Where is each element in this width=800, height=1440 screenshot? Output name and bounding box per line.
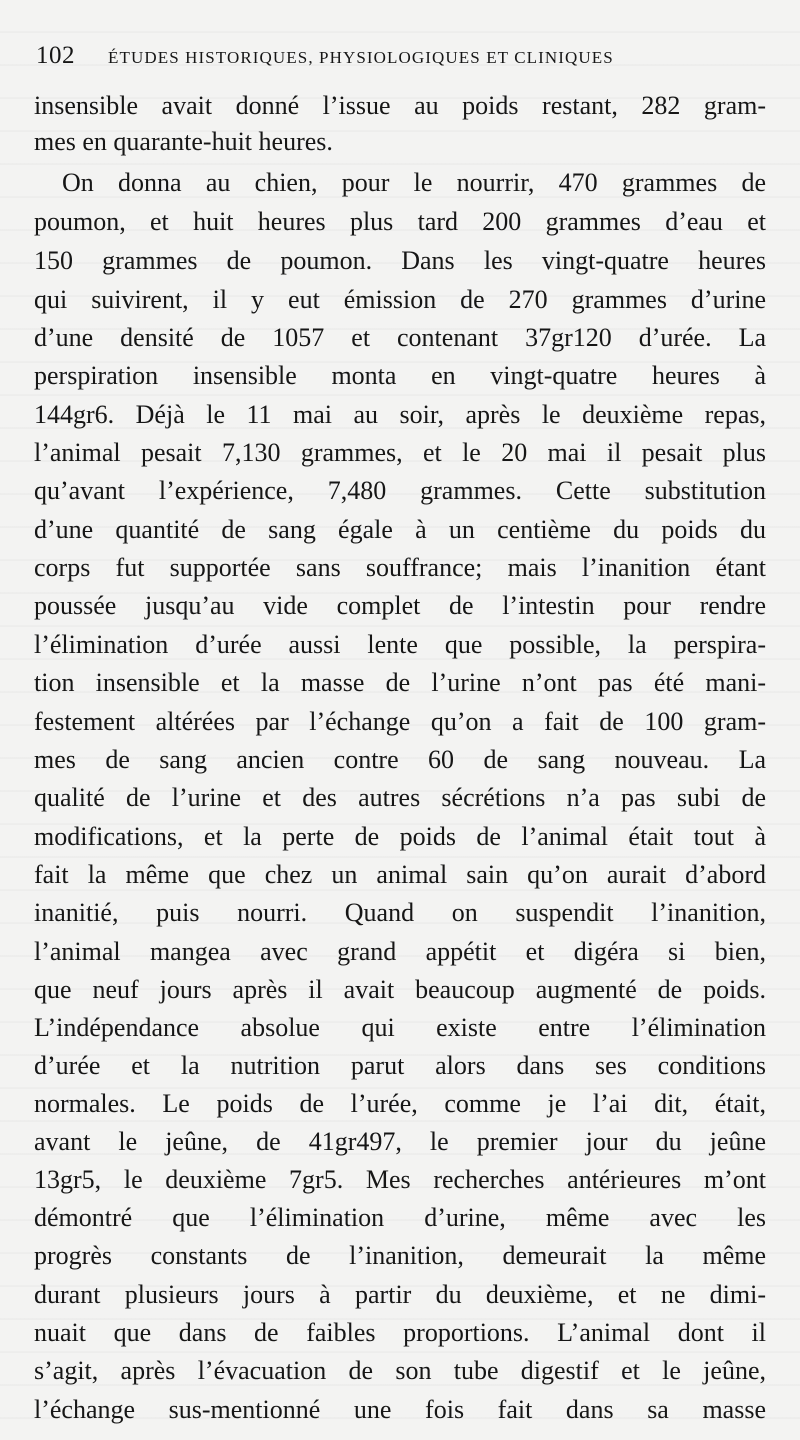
text-line: nuait que dans de faibles proportions. L’animal dont il <box>34 1318 766 1347</box>
text-line: d’une quantité de sang égale à un centième du poids du <box>34 514 766 544</box>
text-line: durant plusieurs jours à partir du deuxième, et ne dimi- <box>34 1279 766 1309</box>
text-line: L’indépendance absolue qui existe entre l’élimination <box>34 1013 766 1043</box>
text-line: perspiration insensible monta en vingt-quatre heures à <box>34 361 766 391</box>
running-title: ÉTUDES HISTORIQUES, PHYSIOLOGIQUES ET CLINIQUES <box>108 48 614 67</box>
text-line: mes en quarante-huit heures. <box>34 127 333 157</box>
text-line: démontré que l’élimination d’urine, même avec les <box>34 1202 766 1232</box>
text-line: 144gr6. Déjà le 11 mai au soir, après le deuxième repas, <box>34 399 766 429</box>
text-line: l’élimination d’urée aussi lente que possible, la perspira- <box>34 629 766 659</box>
text-line: qualité de l’urine et des autres sécrétions n’a pas subi de <box>34 783 766 813</box>
text-line: 150 grammes de poumon. Dans les vingt-quatre heures <box>34 246 766 276</box>
text-line: s’agit, après l’évacuation de son tube digestif et le jeûne, <box>34 1356 766 1386</box>
text-line: fait la même que chez un animal sain qu’on aurait d’abord <box>34 859 766 889</box>
text-line: que neuf jours après il avait beaucoup augmenté de poids. <box>34 974 766 1004</box>
text-line: poumon, et huit heures plus tard 200 grammes d’eau et <box>34 207 766 237</box>
text-line: qu’avant l’expérience, 7,480 grammes. Cette substitution <box>34 476 766 506</box>
text-line: poussée jusqu’au vide complet de l’intestin pour rendre <box>34 591 766 621</box>
text-line: corps fut supportée sans souffrance; mais l’inanition étant <box>34 553 766 583</box>
text-line: insensible avait donné l’issue au poids restant, 282 gram- <box>34 91 766 120</box>
page-number: 102 <box>36 42 75 69</box>
text-line: l’animal pesait 7,130 grammes, et le 20 mai il pesait plus <box>34 438 766 468</box>
text-line: l’échange sus-mentionné une fois fait dans sa masse <box>34 1394 766 1424</box>
text-line: mes de sang ancien contre 60 de sang nouveau. La <box>34 744 766 774</box>
text-line: progrès constants de l’inanition, demeurait la même <box>34 1241 766 1271</box>
text-line: 13gr5, le deuxième 7gr5. Mes recherches antérieures m’ont <box>34 1164 766 1194</box>
text-line: modifications, et la perte de poids de l’animal était tout à <box>34 821 766 851</box>
page-header <box>36 34 776 74</box>
text-line: normales. Le poids de l’urée, comme je l’ai dit, était, <box>34 1088 766 1118</box>
text-line: d’une densité de 1057 et contenant 37gr120 d’urée. La <box>34 323 766 353</box>
text-line: tion insensible et la masse de l’urine n’ont pas été mani- <box>34 668 766 698</box>
text-line: inanitié, puis nourri. Quand on suspendit l’inanition, <box>34 898 766 928</box>
text-line: qui suivirent, il y eut émission de 270 grammes d’urine <box>34 284 766 314</box>
text-line: d’urée et la nutrition parut alors dans ses conditions <box>34 1050 766 1080</box>
text-line: On donna au chien, pour le nourrir, 470 grammes de <box>62 167 766 197</box>
text-line: avant le jeûne, de 41gr497, le premier jour du jeûne <box>34 1127 766 1157</box>
text-line: l’animal mangea avec grand appétit et digéra si bien, <box>34 936 766 966</box>
text-line: festement altérées par l’échange qu’on a fait de 100 gram- <box>34 706 766 736</box>
body-text <box>34 87 766 1429</box>
